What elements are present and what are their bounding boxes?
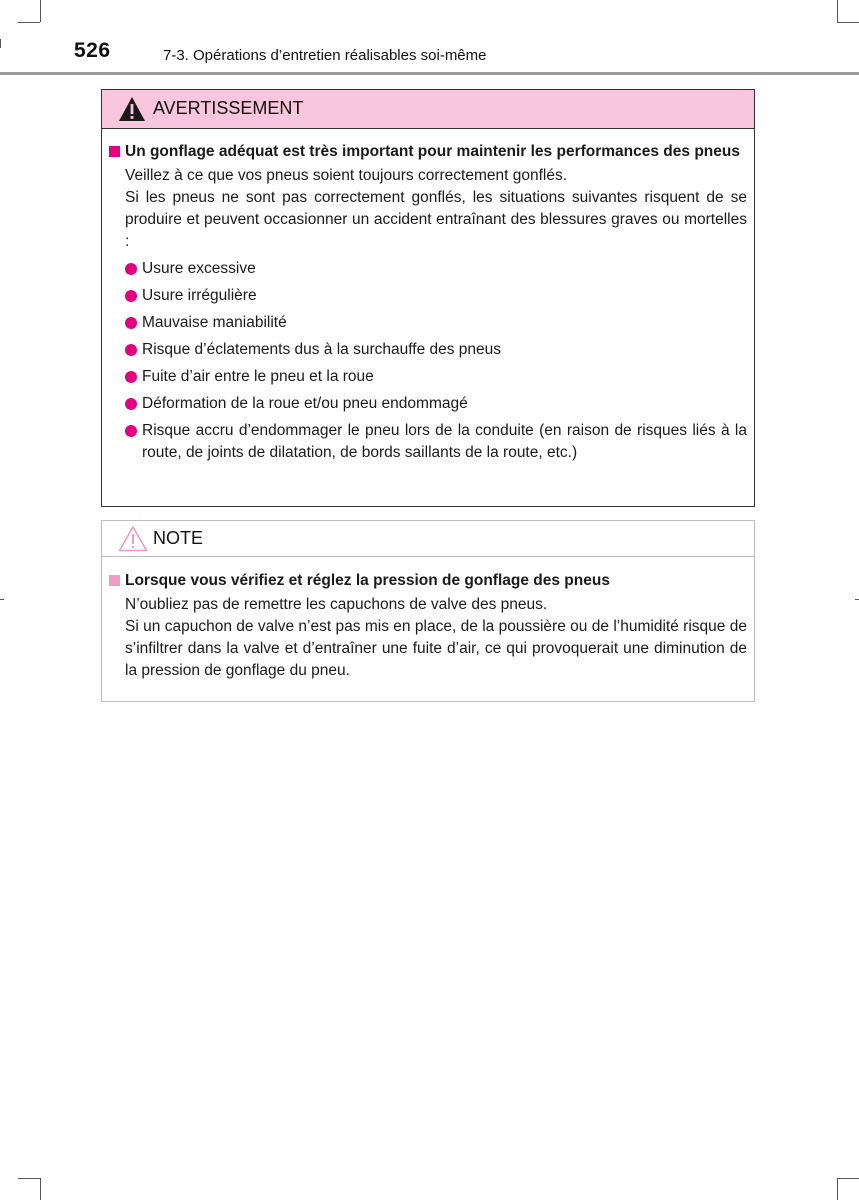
list-item-text: Fuite d’air entre le pneu et la roue [142,368,374,385]
note-heading-text: Lorsque vous vérifiez et réglez la pression de gonflage des pneus [125,572,610,589]
warning-bullet-list [109,258,747,464]
list-item [125,339,747,361]
crop-mark [40,1178,41,1200]
list-item [125,312,747,334]
crop-mark [18,1178,40,1179]
list-item [125,393,747,415]
list-item [125,366,747,388]
circle-bullet-icon [125,371,137,383]
circle-bullet-icon [125,317,137,329]
circle-bullet-icon [125,263,137,275]
warning-triangle-icon [118,96,146,127]
warning-box [101,89,755,507]
square-bullet-icon [109,146,120,157]
caution-outline-triangle-icon [118,525,148,557]
crop-mark [837,1178,859,1179]
section-title: 7-3. Opérations d’entretien réalisables soi-même [163,47,487,64]
warning-header [102,90,754,129]
list-item-text: Déformation de la roue et/ou pneu endommagé [142,395,468,412]
warning-paragraph: Veillez à ce que vos pneus soient toujours correctement gonflés. [125,167,568,184]
circle-bullet-icon [125,398,137,410]
header-divider [0,72,859,75]
note-paragraph: Si un capuchon de valve n’est pas mis en place, de la poussière ou de l’humidité risque de s’infiltrer dans la valve et d’entraîner une fuite d’air, ce qui provoquerait une diminution de la pression de gonflage du pneu. [125,618,747,679]
note-content [109,570,747,682]
circle-bullet-icon [125,290,137,302]
warning-paragraph: Si les pneus ne sont pas correctement gonflés, les situations suivantes risquent de se produire et peuvent occasionner un accident entraînant des blessures graves ou mortelles : [125,189,747,250]
warning-content [109,141,747,469]
crop-mark [837,1178,838,1200]
list-item [125,258,747,280]
note-heading [109,570,747,592]
crop-mark [0,599,4,600]
note-header [102,521,754,557]
page-number: 526 [74,39,111,62]
list-item [125,285,747,307]
list-item-text: Usure excessive [142,260,256,277]
crop-mark [855,599,859,600]
list-item [125,420,747,464]
warning-label: AVERTISSEMENT [153,98,304,118]
page-header [0,0,859,76]
warning-heading-text: Un gonflage adéquat est très important pour maintenir les performances des pneus [125,143,740,160]
list-item-text: Usure irrégulière [142,287,257,304]
list-item-text: Risque accru d’endommager le pneu lors de la conduite (en raison de risques liés à la route, de joints de dilatation, de bords saillants de la route, etc.) [142,422,747,461]
circle-bullet-icon [125,425,137,437]
note-paragraph: N’oubliez pas de remettre les capuchons de valve des pneus. [125,596,548,613]
note-box [101,520,755,702]
circle-bullet-icon [125,344,137,356]
warning-heading [109,141,747,163]
note-label: NOTE [153,528,204,548]
list-item-text: Mauvaise maniabilité [142,314,287,331]
list-item-text: Risque d’éclatements dus à la surchauffe des pneus [142,341,502,358]
square-bullet-icon [109,575,120,586]
